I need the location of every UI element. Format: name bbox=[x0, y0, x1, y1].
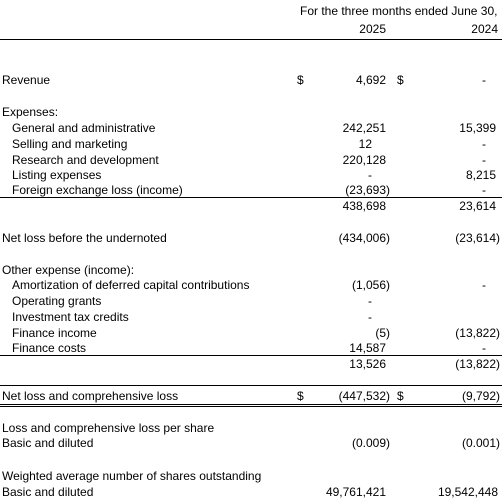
per-share-heading: Loss and comprehensive loss per share bbox=[2, 421, 215, 435]
other-expense-heading: Other expense (income): bbox=[2, 263, 135, 277]
other-total-2025: 13,526 bbox=[349, 357, 386, 371]
expense-2025: (23,693) bbox=[345, 183, 390, 197]
revenue-2024: - bbox=[482, 73, 486, 87]
currency-symbol: $ bbox=[397, 389, 404, 403]
revenue-label: Revenue bbox=[2, 73, 51, 87]
column-header-2025: 2025 bbox=[359, 22, 386, 36]
net-loss-before-2024: (23,614) bbox=[455, 231, 500, 245]
currency-symbol: $ bbox=[297, 389, 304, 403]
total-rule bbox=[0, 385, 502, 386]
shares-2025: 49,761,421 bbox=[325, 485, 386, 499]
per-share-label: Basic and diluted bbox=[2, 436, 94, 450]
net-loss-comprehensive-2024: (9,792) bbox=[461, 389, 500, 403]
header-rule bbox=[0, 39, 502, 40]
expenses-total-2024: 23,614 bbox=[459, 199, 496, 213]
expense-label: Research and development bbox=[12, 153, 159, 167]
per-share-2025: (0.009) bbox=[351, 436, 390, 450]
net-loss-before-2025: (434,006) bbox=[338, 231, 390, 245]
currency-symbol: $ bbox=[297, 73, 304, 87]
expenses-total-2025: 438,698 bbox=[342, 199, 386, 213]
shares-label: Basic and diluted bbox=[2, 485, 94, 499]
other-2024: (13,822) bbox=[455, 326, 500, 340]
expense-label: Listing expenses bbox=[12, 168, 102, 182]
other-2025: (5) bbox=[375, 326, 390, 340]
subtotal-rule bbox=[0, 355, 502, 356]
other-2024: - bbox=[482, 341, 486, 355]
expense-label: Selling and marketing bbox=[12, 137, 128, 151]
column-header-2024: 2024 bbox=[471, 22, 498, 36]
revenue-2025: 4,692 bbox=[355, 73, 386, 87]
other-2025: 14,587 bbox=[349, 341, 386, 355]
shares-heading: Weighted average number of shares outstanding bbox=[2, 469, 262, 483]
expense-2025: - bbox=[368, 168, 372, 182]
expense-2024: 15,399 bbox=[459, 121, 496, 135]
other-2025: - bbox=[368, 310, 372, 324]
expense-2025: 12 bbox=[358, 137, 372, 151]
expense-label: General and administrative bbox=[12, 121, 156, 135]
subtotal-rule bbox=[0, 197, 502, 198]
expense-2025: 242,251 bbox=[342, 121, 386, 135]
other-2025: - bbox=[368, 294, 372, 308]
shares-2024: 19,542,448 bbox=[437, 485, 498, 499]
other-label: Finance income bbox=[12, 326, 97, 340]
other-label: Operating grants bbox=[12, 294, 102, 308]
per-share-2024: (0.001) bbox=[461, 436, 500, 450]
other-label: Amortization of deferred capital contributions bbox=[12, 278, 250, 292]
net-loss-comprehensive-2025: (447,532) bbox=[338, 389, 390, 403]
expense-2024: - bbox=[482, 183, 486, 197]
net-loss-before-label: Net loss before the undernoted bbox=[2, 231, 167, 245]
expense-2025: 220,128 bbox=[342, 153, 386, 167]
expense-label: Foreign exchange loss (income) bbox=[12, 183, 183, 197]
expense-2024: 8,215 bbox=[465, 168, 496, 182]
net-loss-comprehensive-label: Net loss and comprehensive loss bbox=[2, 389, 179, 403]
double-total-rule bbox=[0, 404, 502, 407]
other-label: Finance costs bbox=[12, 341, 87, 355]
other-2024: - bbox=[482, 278, 486, 292]
other-label: Investment tax credits bbox=[12, 310, 129, 324]
expense-2024: - bbox=[482, 137, 486, 151]
other-2025: (1,056) bbox=[351, 278, 390, 292]
period-header: For the three months ended June 30, bbox=[300, 4, 498, 18]
expenses-heading: Expenses: bbox=[2, 105, 59, 119]
currency-symbol: $ bbox=[397, 73, 404, 87]
expense-2024: - bbox=[482, 153, 486, 167]
other-total-2024: (13,822) bbox=[455, 357, 500, 371]
